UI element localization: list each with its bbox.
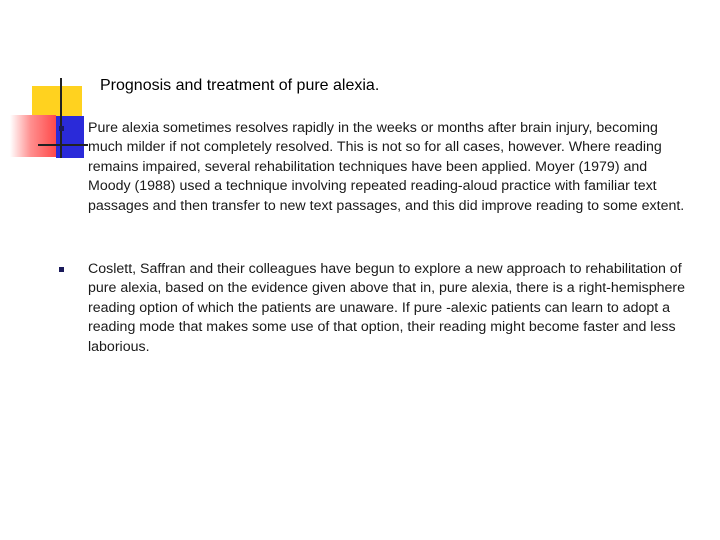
bullet-text: Coslett, Saffran and their colleagues have begun to explore a new approach to rehabilitation of pure alexia, based on the evidence given above that in, pure alexia, there is a right-hemisphere reading option of which the patients are unaware. If pure -alexic patients can learn to adopt a reading mode that makes some use of that option, their reading might become faster and less laborious. xyxy=(88,261,686,355)
square-bullet-icon xyxy=(59,126,64,131)
square-bullet-icon xyxy=(59,267,64,272)
slide-title: Prognosis and treatment of pure alexia. xyxy=(100,77,380,94)
bullet-item xyxy=(88,119,688,216)
decorative-vertical-line xyxy=(60,78,62,158)
decorative-horizontal-line xyxy=(38,144,88,146)
bullet-text: Pure alexia sometimes resolves rapidly in the weeks or months after brain injury, becoming much milder if not completely resolved. This is not so for all cases, however. Where reading remains impaired, several rehabilitation techniques have been applied. Moyer (1979) and Moody (1988) used a technique involving repeated reading-aloud practice with familiar text passages and then transfer to new text passages, and this did improve reading to some extent. xyxy=(88,120,685,214)
decorative-red-gradient-bar xyxy=(10,115,56,157)
bullet-item xyxy=(88,260,688,357)
